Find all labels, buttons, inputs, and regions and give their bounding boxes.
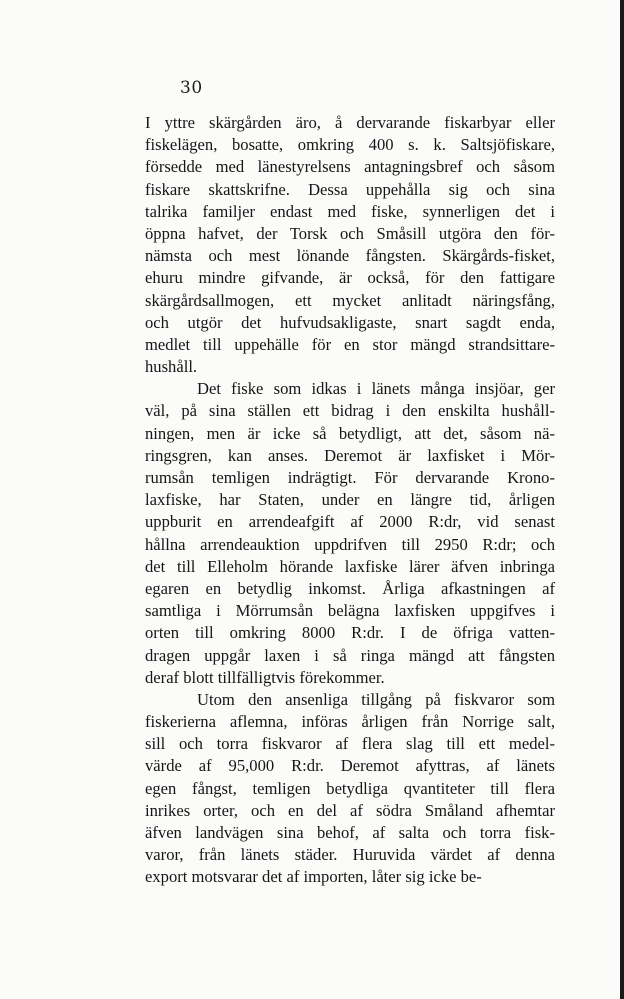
text-line: egaren en betydlig inkomst. Årliga afkastningen af <box>145 578 555 598</box>
text-line: och utgör det hufvudsakligaste, snart sagdt enda, <box>145 312 555 332</box>
text-line: laxfiske, har Staten, under en längre tid, årligen <box>145 490 555 510</box>
text-line: medlet till uppehälle för en stor mängd strandsittare- <box>145 334 555 354</box>
paragraph <box>145 112 555 378</box>
text-line: ehuru mindre gifvande, är också, för den fattigare <box>145 268 555 288</box>
text-line: öppna hafvet, der Torsk och Småsill utgöra den för- <box>145 223 555 243</box>
text-line: hushåll. <box>145 357 198 377</box>
text-line: det till Elleholm hörande laxfiske lärer äfven inbringa <box>145 556 555 576</box>
text-line: skärgårdsallmogen, ett mycket anlitadt näringsfång, <box>145 290 555 310</box>
text-line: export motsvarar det af importen, låter sig icke be- <box>145 867 482 887</box>
text-line: äfven landvägen sina behof, af salta och torra fisk- <box>145 823 555 842</box>
page-edge-shadow <box>620 0 624 999</box>
text-line: dragen uppgår laxen i så ringa mängd att fångsten <box>145 645 555 665</box>
text-line: talrika familjer endast med fiske, synnerligen det i <box>145 201 555 221</box>
text-line: fiskelägen, bosatte, omkring 400 s. k. Saltsjöfiskare, <box>145 135 555 155</box>
text-line: orten till omkring 8000 R:dr. I de öfriga vatten- <box>145 623 555 643</box>
text-line: fiskerierna aflemna, införas årligen från Norrige salt, <box>145 712 555 732</box>
text-line: ningen, men är icke så betydligt, att det, såsom nä- <box>145 423 555 443</box>
text-line: uppburit en arrendeafgift af 2000 R:dr, vid senast <box>145 512 555 532</box>
text-line: egen fångst, temligen betydliga qvantiteter till flera <box>145 778 555 798</box>
text-line: nämsta och mest lönande fångsten. Skärgårds-fisket, <box>145 246 555 266</box>
text-line: hållna arrendeauktion uppdrifven till 2950 R:dr; och <box>145 534 555 554</box>
text-line: försedde med länestyrelsens antagningsbref och såsom <box>145 157 555 177</box>
text-line: ringsgren, kan anses. Deremot är laxfisket i Mör- <box>145 445 555 465</box>
text-line: rumsån temligen indrägtigt. För dervarande Krono- <box>145 468 555 487</box>
text-line: väl, på sina ställen ett bidrag i den enskilta hushåll- <box>145 401 555 421</box>
text-line: Det fiske som idkas i länets många insjöar, ger <box>197 379 555 399</box>
text-line: deraf blott tillfälligtvis förekommer. <box>145 667 385 687</box>
page-number: 30 <box>180 78 203 98</box>
body-text <box>145 112 555 889</box>
text-line: fiskare skattskrifne. Dessa uppehålla sig och sina <box>145 179 555 199</box>
text-line: Utom den ansenliga tillgång på fiskvaror som <box>197 689 555 709</box>
text-line: inrikes orter, och en del af södra Småland afhemtar <box>145 800 555 820</box>
text-line: I yttre skärgården äro, å dervarande fiskarbyar eller <box>145 113 555 132</box>
text-line: värde af 95,000 R:dr. Deremot afyttras, af länets <box>145 756 555 776</box>
paragraph <box>145 689 555 889</box>
paragraph <box>145 378 555 689</box>
text-line: samtliga i Mörrumsån belägna laxfisken uppgifves i <box>145 601 555 621</box>
text-line: sill och torra fiskvaror af flera slag till ett medel- <box>145 734 555 754</box>
text-line: varor, från länets städer. Huruvida värdet af denna <box>145 845 555 865</box>
